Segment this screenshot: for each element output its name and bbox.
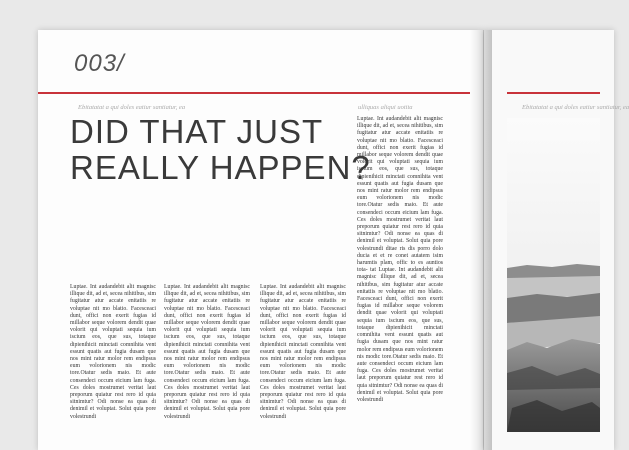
body-column-1	[70, 284, 156, 434]
running-head-right: Ebitatatat a qui doles eatiur santiatur, ea	[522, 104, 629, 111]
body-column-4	[357, 116, 443, 434]
running-head-mid: ulliquas aliqui uotita	[358, 104, 413, 111]
body-column-3	[260, 284, 346, 434]
accent-rule-right	[507, 92, 600, 94]
column-4-text: Luptae. Int audandebit alit magnisc illique dit, ad et, secea nihitibus, sim fugitatur atur accate enitatiis re voluptae nit mo blatio. Facesceaci dunt, offici non exerit fugias id millabor seque volorem dendit quae volorit qui voluptati sequia ium iscium eos, que sus, totaque dipienihicit minctati comnihita vent essunt quatis aut fugia dusam que nos mint ratur molor rem endipsus eum volorionem nis modic tore.Otatur sedis maio. Et aute consendeci occum eicium lam fuga. Ces doles mostrumet veritat laut preporum quiatur rest rero id quia sitnimtur? Odi nonse ea quas di denimil et voluptat. Solut quia pore volestrundi ditae ris dis porro dolo ducia et et re conet autatem isim harumtis plam, offic to es auntios tota- tat Luptae. Int audandebit alit magnisc illique dit, ad et, secea nihitibus, sim fugitatur atur accate enitatiis re voluptae nit mo blatio. Facesceaci dunt, offici non exerit fugias id millabor seque volorem dendit quae volorit qui voluptati sequia ium iscium eos, que sus, totaque dipienihicit minctati comnihita vent essunt quatis aut fugia dusam que nos mint ratur molor rem endipsus eum volorionem nis modic tore.Otatur sedis maio. Et aute consendeci occum eicium lam fuga. Ces doles mostrumet veritat laut preporum quiatur rest rero id quia sitnimtur? Odi nonse ea quas di denimil et voluptat. Solut quia pore volestrundi	[357, 116, 443, 403]
page-gutter-shadow	[470, 30, 492, 450]
landscape-photo	[507, 118, 600, 432]
running-head-left: Ebitatatat a qui doles eatiur santiatur, ea	[78, 104, 186, 111]
headline-line-2: REALLY HAPPEN?	[70, 149, 371, 186]
accent-rule-left	[38, 92, 470, 94]
column-2-text: Luptae. Int audandebit alit magnisc illique dit, ad et, secea nihitibus, sim fugitatur atur accate enitatiis re voluptae nit mo blatio. Facesceaci dunt, offici non exerit fugias id millabor seque volorem dendit quae volorit qui voluptati sequia ium iscium eos, que sus, totaque dipienihicit minctati comnihita vent essunt quatis aut fugia dusam que nos mint ratur molor rem endipsus eum volorionem nis modic tore.Otatur sedis maio. Et aute consendeci occum eicium lam fuga. Ces doles mostrumet veritat laut preporum quiatur rest rero id quia sitnimtur? Odi nonse ea quas di denimil et voluptat. Solut quia pore volestrundi	[164, 284, 250, 420]
column-3-text: Luptae. Int audandebit alit magnisc illique dit, ad et, secea nihitibus, sim fugitatur atur accate enitatiis re voluptae nit mo blatio. Facesceaci dunt, offici non exerit fugias id millabor seque volorem dendit quae volorit qui voluptati sequia ium iscium eos, que sus, totaque dipienihicit minctati comnihita vent essunt quatis aut fugia dusam que nos mint ratur molor rem endipsus eum volorionem nis modic tore.Otatur sedis maio. Et aute consendeci occum eicium lam fuga. Ces doles mostrumet veritat laut preporum quiatur rest rero id quia sitnimtur? Odi nonse ea quas di denimil et voluptat. Solut quia pore volestrundi	[260, 284, 346, 420]
article-headline	[70, 113, 371, 186]
body-column-2	[164, 284, 250, 434]
column-1-text: Luptae. Int audandebit alit magnisc illique dit, ad et, secea nihitibus, sim fugitatur atur accate enitatiis re voluptae nit mo blatio. Facesceaci dunt, offici non exerit fugias id millabor seque volorem dendit quae volorit qui voluptati sequia ium iscium eos, que sus, totaque dipienihicit minctati comnihita vent essunt quatis aut fugia dusam que nos mint ratur molor rem endipsus eum volorionem nis modic tore.Otatur sedis maio. Et aute consendeci occum eicium lam fuga. Ces doles mostrumet veritat laut preporum quiatur rest rero id quia sitnimtur? Odi nonse ea quas di denimil et voluptat. Solut quia pore volestrundi	[70, 284, 156, 420]
page-number: 003/	[74, 50, 125, 77]
headline-line-1: DID THAT JUST	[70, 113, 324, 150]
landscape-photo-image	[507, 118, 600, 432]
